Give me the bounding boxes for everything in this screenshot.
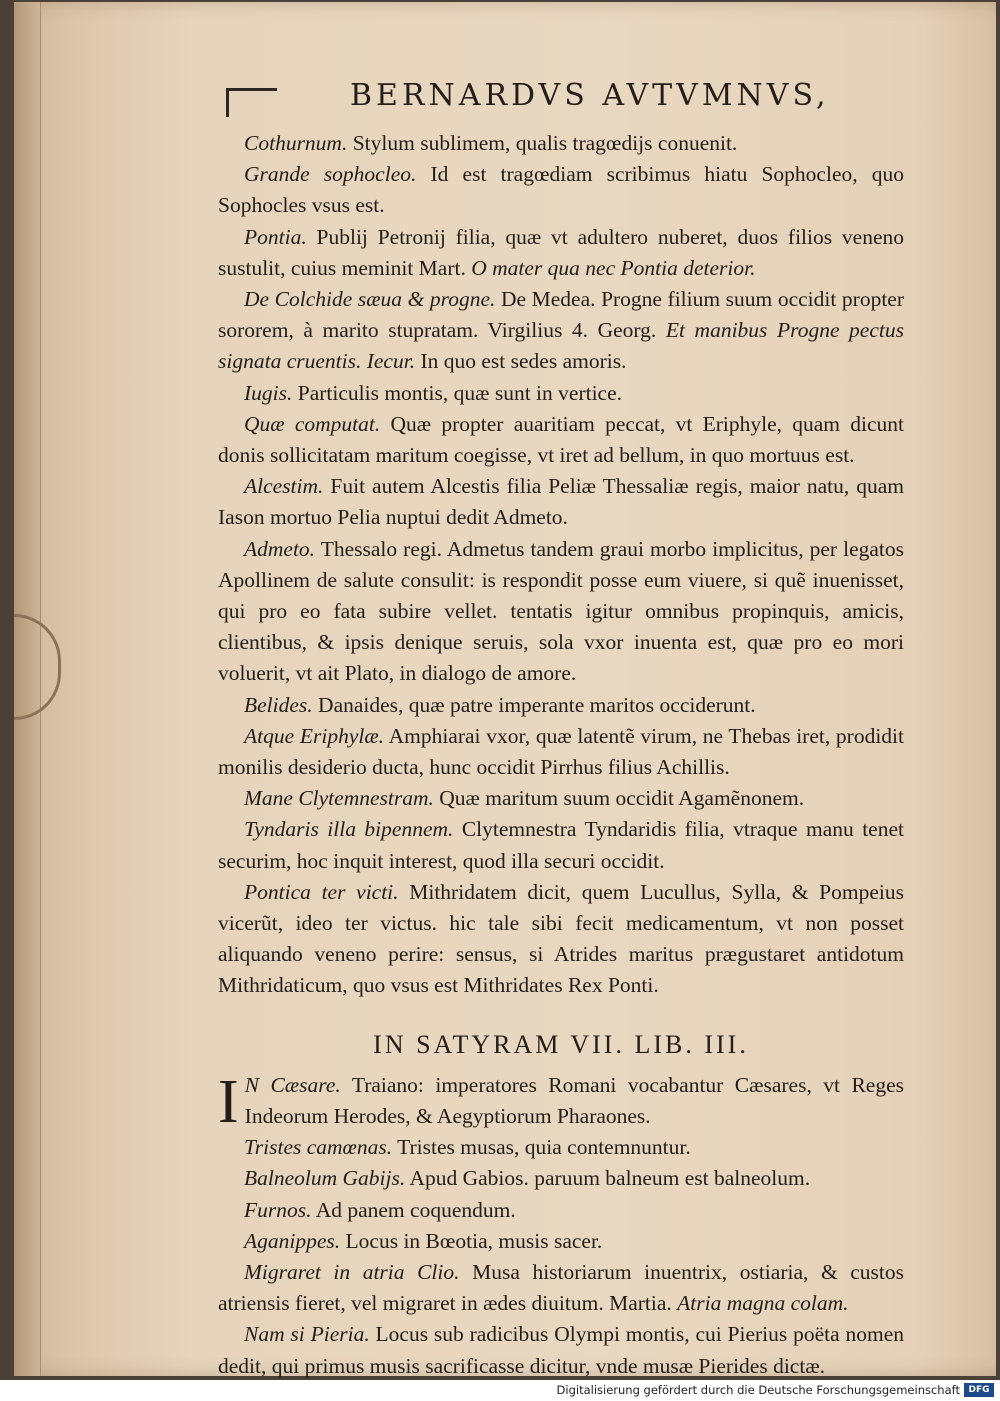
commentary-paragraph	[218, 1195, 904, 1226]
gloss-text: Quæ propter auaritiam peccat, vt Eriphyle, quam dicunt donis sollicitatam maritum coegisse, vt iret ad bellum, in quo mortuus est.	[218, 411, 904, 468]
lemma: N Cæsare.	[244, 1072, 341, 1097]
drop-capital: I	[218, 1067, 239, 1136]
lemma: Atque Eriphylæ.	[244, 723, 385, 748]
commentary-paragraph	[218, 1132, 904, 1163]
commentary-paragraph	[218, 690, 904, 721]
gloss-text: Id est tragœdiam scribimus hiatu Sophocleo, quo Sophocles vsus est.	[218, 162, 904, 218]
gloss-text: Particulis montis, quæ sunt in vertice.	[292, 380, 623, 405]
lemma: Grande sophocleo.	[244, 162, 417, 187]
commentary-text	[218, 128, 904, 1382]
commentary-paragraph	[218, 1067, 905, 1136]
lemma: Tyndaris illa bipennem.	[244, 817, 454, 842]
commentary-paragraph	[218, 814, 904, 876]
clasp-strap	[14, 614, 61, 720]
gloss-text: De Medea. Progne filium suum occidit propter sororem, à marito stupratam. Virgilius 4. Georg.	[218, 287, 904, 343]
lemma: Cothurnum.	[244, 131, 348, 155]
gloss-text: Locus in Bœotia, musis sacer.	[340, 1228, 603, 1253]
quotation: Atria magna colam.	[677, 1291, 849, 1316]
gloss-text: Mithridatem dicit, quem Lucullus, Sylla, & Pompeius vicerũt, ideo ter victus. hic tale sibi fecit medicamentum, vt non posset aliquando veneno perire: sensus, si Atrides maritus prægustaret antidotum Mithridaticum, quo vsus est Mithridates Rex Ponti.	[218, 879, 905, 998]
quotation: Et manibus Progne pectus signata cruentis.	[218, 318, 904, 374]
commentary-paragraph	[218, 721, 904, 783]
lemma: Tristes camœnas.	[244, 1135, 393, 1160]
commentary-paragraph	[218, 222, 904, 284]
dfg-logo: DFG	[964, 1383, 994, 1397]
gloss-text: Publij Petronij filia, quæ vt adultero nuberet, duos filios veneno sustulit, cuius meminit Mart.	[218, 224, 904, 280]
gloss-text: Amphiarai vxor, quæ latentẽ virum, ne Thebas iret, prodidit monilis desiderio ducta, hunc occidit Pirrhus filius Achillis.	[218, 723, 904, 780]
commentary-paragraph	[218, 471, 904, 533]
quotation: O mater qua nec Pontia deterior.	[471, 255, 756, 280]
lemma: Balneolum Gabijs.	[244, 1166, 406, 1191]
lemma: Quæ computat.	[244, 411, 381, 436]
ink-mark	[226, 88, 277, 117]
gloss-text: Danaides, quæ patre imperante maritos occiderunt.	[312, 692, 756, 717]
commentary-block-2	[218, 1067, 905, 1382]
gloss-text: Locus sub radicibus Olympi montis, cui Pierius poëta nomen dedit, qui primus musis sacrificasse dicitur, vnde musæ Pierides dictæ.	[218, 1322, 904, 1378]
running-head: BERNARDVS AVTVMNVS,	[350, 78, 830, 113]
commentary-paragraph	[218, 1226, 904, 1257]
section-heading: IN SATYRAM VII. LIB. III.	[373, 1029, 749, 1059]
commentary-paragraph	[218, 534, 904, 690]
commentary-paragraph	[218, 159, 904, 221]
lemma: Iecur.	[366, 349, 416, 374]
lemma: Admeto.	[244, 536, 316, 561]
commentary-paragraph	[218, 783, 904, 814]
lemma: De Colchide sæua & progne.	[244, 287, 496, 312]
commentary-paragraph	[218, 1319, 904, 1381]
commentary-paragraph	[218, 1163, 904, 1194]
lemma: Alcestim.	[244, 474, 324, 499]
commentary-paragraph	[218, 128, 904, 159]
gloss-text: Ad panem coquendum.	[311, 1197, 516, 1222]
gloss-text: Thessalo regi. Admetus tandem graui morbo implicitus, per legatos Apollinem de salute consulit: is respondit posse eum viuere, si quẽ inuenisset, qui pro eo fata subire vellet. tentatis igitur omnibus propinquis, amicis, clientibus, & ipsis denique seruis, sola vxor inuenta est, quæ pro eo mori voluerit, vt ait Plato, in dialogo de amore.	[218, 536, 904, 686]
commentary-paragraph	[218, 378, 904, 409]
lemma: Aganippes.	[244, 1228, 341, 1253]
gloss-text: Apud Gabios. paruum balneum est balneolum.	[405, 1166, 811, 1191]
gloss-text: Traiano: imperatores Romani vocabantur Cæsares, vt Reges Indeorum Herodes, & Aegyptiorum Pharaones.	[244, 1072, 905, 1128]
lemma: Pontica ter victi.	[244, 879, 399, 904]
gloss-text: Quæ maritum suum occidit Agamẽnonem.	[433, 786, 805, 811]
lemma: Mane Clytemnestram.	[244, 786, 434, 811]
gloss-text: Clytemnestra Tyndaridis filia, vtraque manu tenet securim, hoc inquit interest, quod illa securi occidit.	[218, 817, 904, 873]
gloss-text: Fuit autem Alcestis filia Peliæ Thessaliæ regis, maior natu, quam Iason mortuo Pelia nuptui dedit Admeto.	[218, 474, 904, 530]
lemma: Iugis.	[244, 380, 293, 405]
commentary-paragraph	[218, 284, 904, 378]
lemma: Belides.	[244, 692, 313, 717]
commentary-paragraph	[218, 1257, 904, 1319]
funding-credit: Digitalisierung gefördert durch die Deutsche Forschungsgemeinschaft	[556, 1383, 960, 1397]
lemma: Nam si Pieria.	[244, 1322, 370, 1347]
lemma: Migraret in atria Clio.	[244, 1259, 460, 1284]
digitization-footer	[0, 1380, 1000, 1401]
gloss-text: Tristes musas, quia contemnuntur.	[392, 1135, 691, 1160]
commentary-paragraph	[218, 877, 904, 1002]
gloss-text: Stylum sublimem, qualis tragœdijs conuenit.	[347, 131, 738, 155]
gloss-text: Musa historiarum inuentrix, ostiaria, & custos atriensis fieret, vel migraret in ædes diuitum. Martia.	[218, 1259, 904, 1316]
commentary-block-1	[218, 128, 904, 1002]
gloss-text: In quo est sedes amoris.	[415, 349, 627, 374]
commentary-paragraph	[218, 409, 904, 471]
lemma: Pontia.	[244, 224, 307, 249]
lemma: Furnos.	[244, 1197, 312, 1222]
